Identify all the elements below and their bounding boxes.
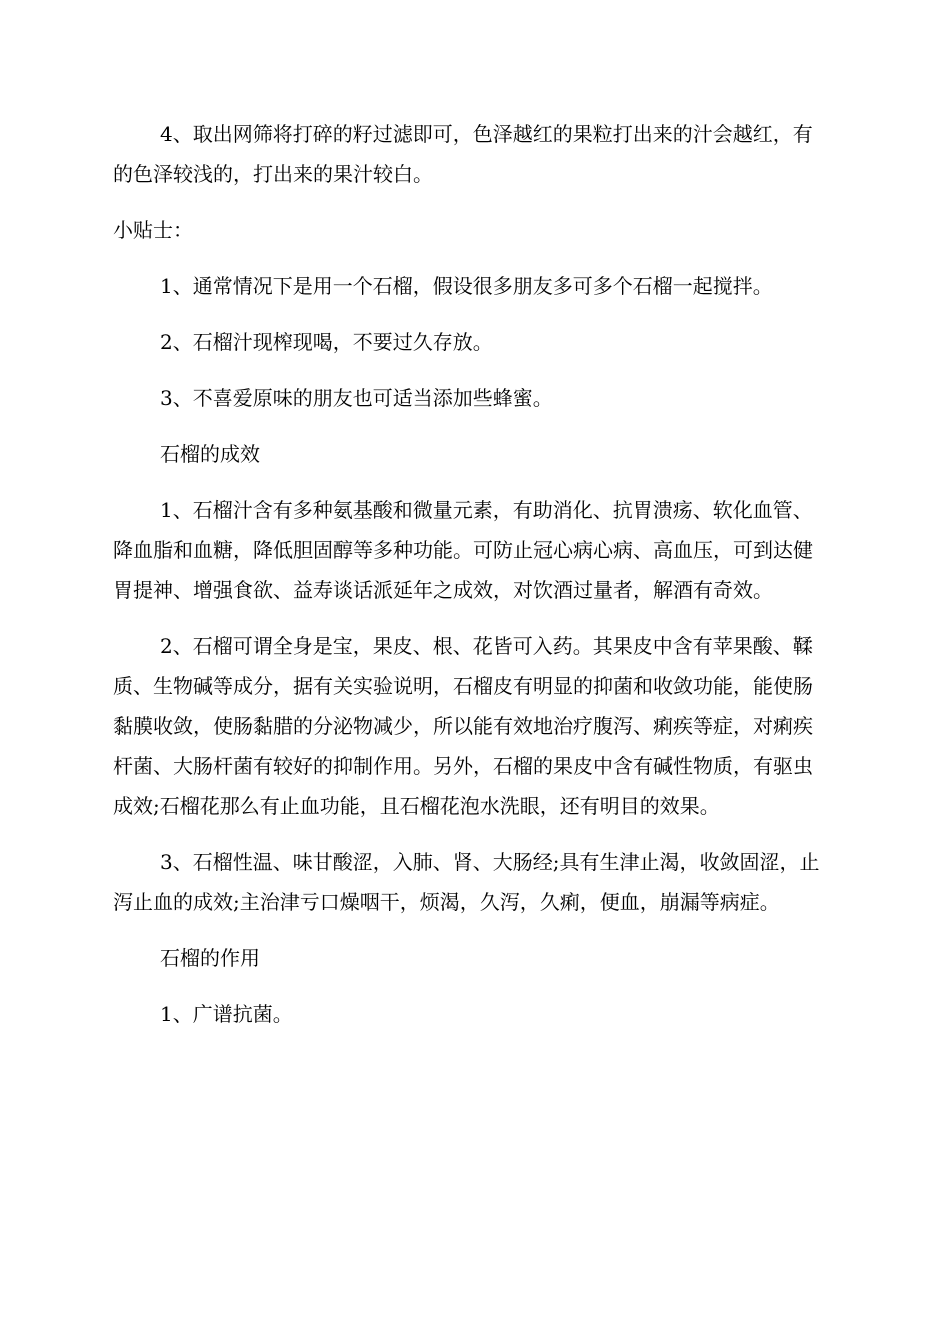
uses-paragraph-1: 1、广谱抗菌。 — [160, 1002, 293, 1026]
paragraph-step-4: 4、取出网筛将打碎的籽过滤即可，色泽越红的果粒打出来的汁会越红，有的色泽较浅的，打出来的果汁较白。 — [113, 122, 813, 186]
tip-2: 2、石榴汁现榨现喝，不要过久存放。 — [160, 330, 493, 354]
effects-paragraph-1: 1、石榴汁含有多种氨基酸和微量元素，有助消化、抗胃溃疡、软化血管、降血脂和血糖，降低胆固醇等多种功能。可防止冠心病心病、高血压，可到达健胃提神、增强食欲、益寿谈话派延年之成效，对饮酒过量者，解酒有奇效。 — [113, 498, 813, 602]
section-title-effects: 石榴的成效 — [160, 442, 260, 466]
effects-paragraph-2: 2、石榴可谓全身是宝，果皮、根、花皆可入药。其果皮中含有苹果酸、鞣质、生物碱等成分，据有关实验说明，石榴皮有明显的抑菌和收敛功能，能使肠黏膜收敛，使肠黏腊的分泌物减少，所以能有效地治疗腹泻、痢疾等症，对痢疾杆菌、大肠杆菌有较好的抑制作用。另外，石榴的果皮中含有碱性物质，有驱虫成效;石榴花那么有止血功能，且石榴花泡水洗眼，还有明目的效果。 — [113, 634, 813, 818]
tip-1: 1、通常情况下是用一个石榴，假设很多朋友多可多个石榴一起搅拌。 — [160, 274, 773, 298]
tip-3: 3、不喜爱原味的朋友也可适当添加些蜂蜜。 — [160, 386, 553, 410]
effects-paragraph-3: 3、石榴性温、味甘酸涩，入肺、肾、大肠经;具有生津止渴，收敛固涩，止泻止血的成效;主治津亏口燥咽干，烦渴，久泻，久痢，便血，崩漏等病症。 — [113, 850, 820, 914]
section-title-uses: 石榴的作用 — [160, 946, 260, 970]
tips-title: 小贴士： — [113, 218, 193, 242]
